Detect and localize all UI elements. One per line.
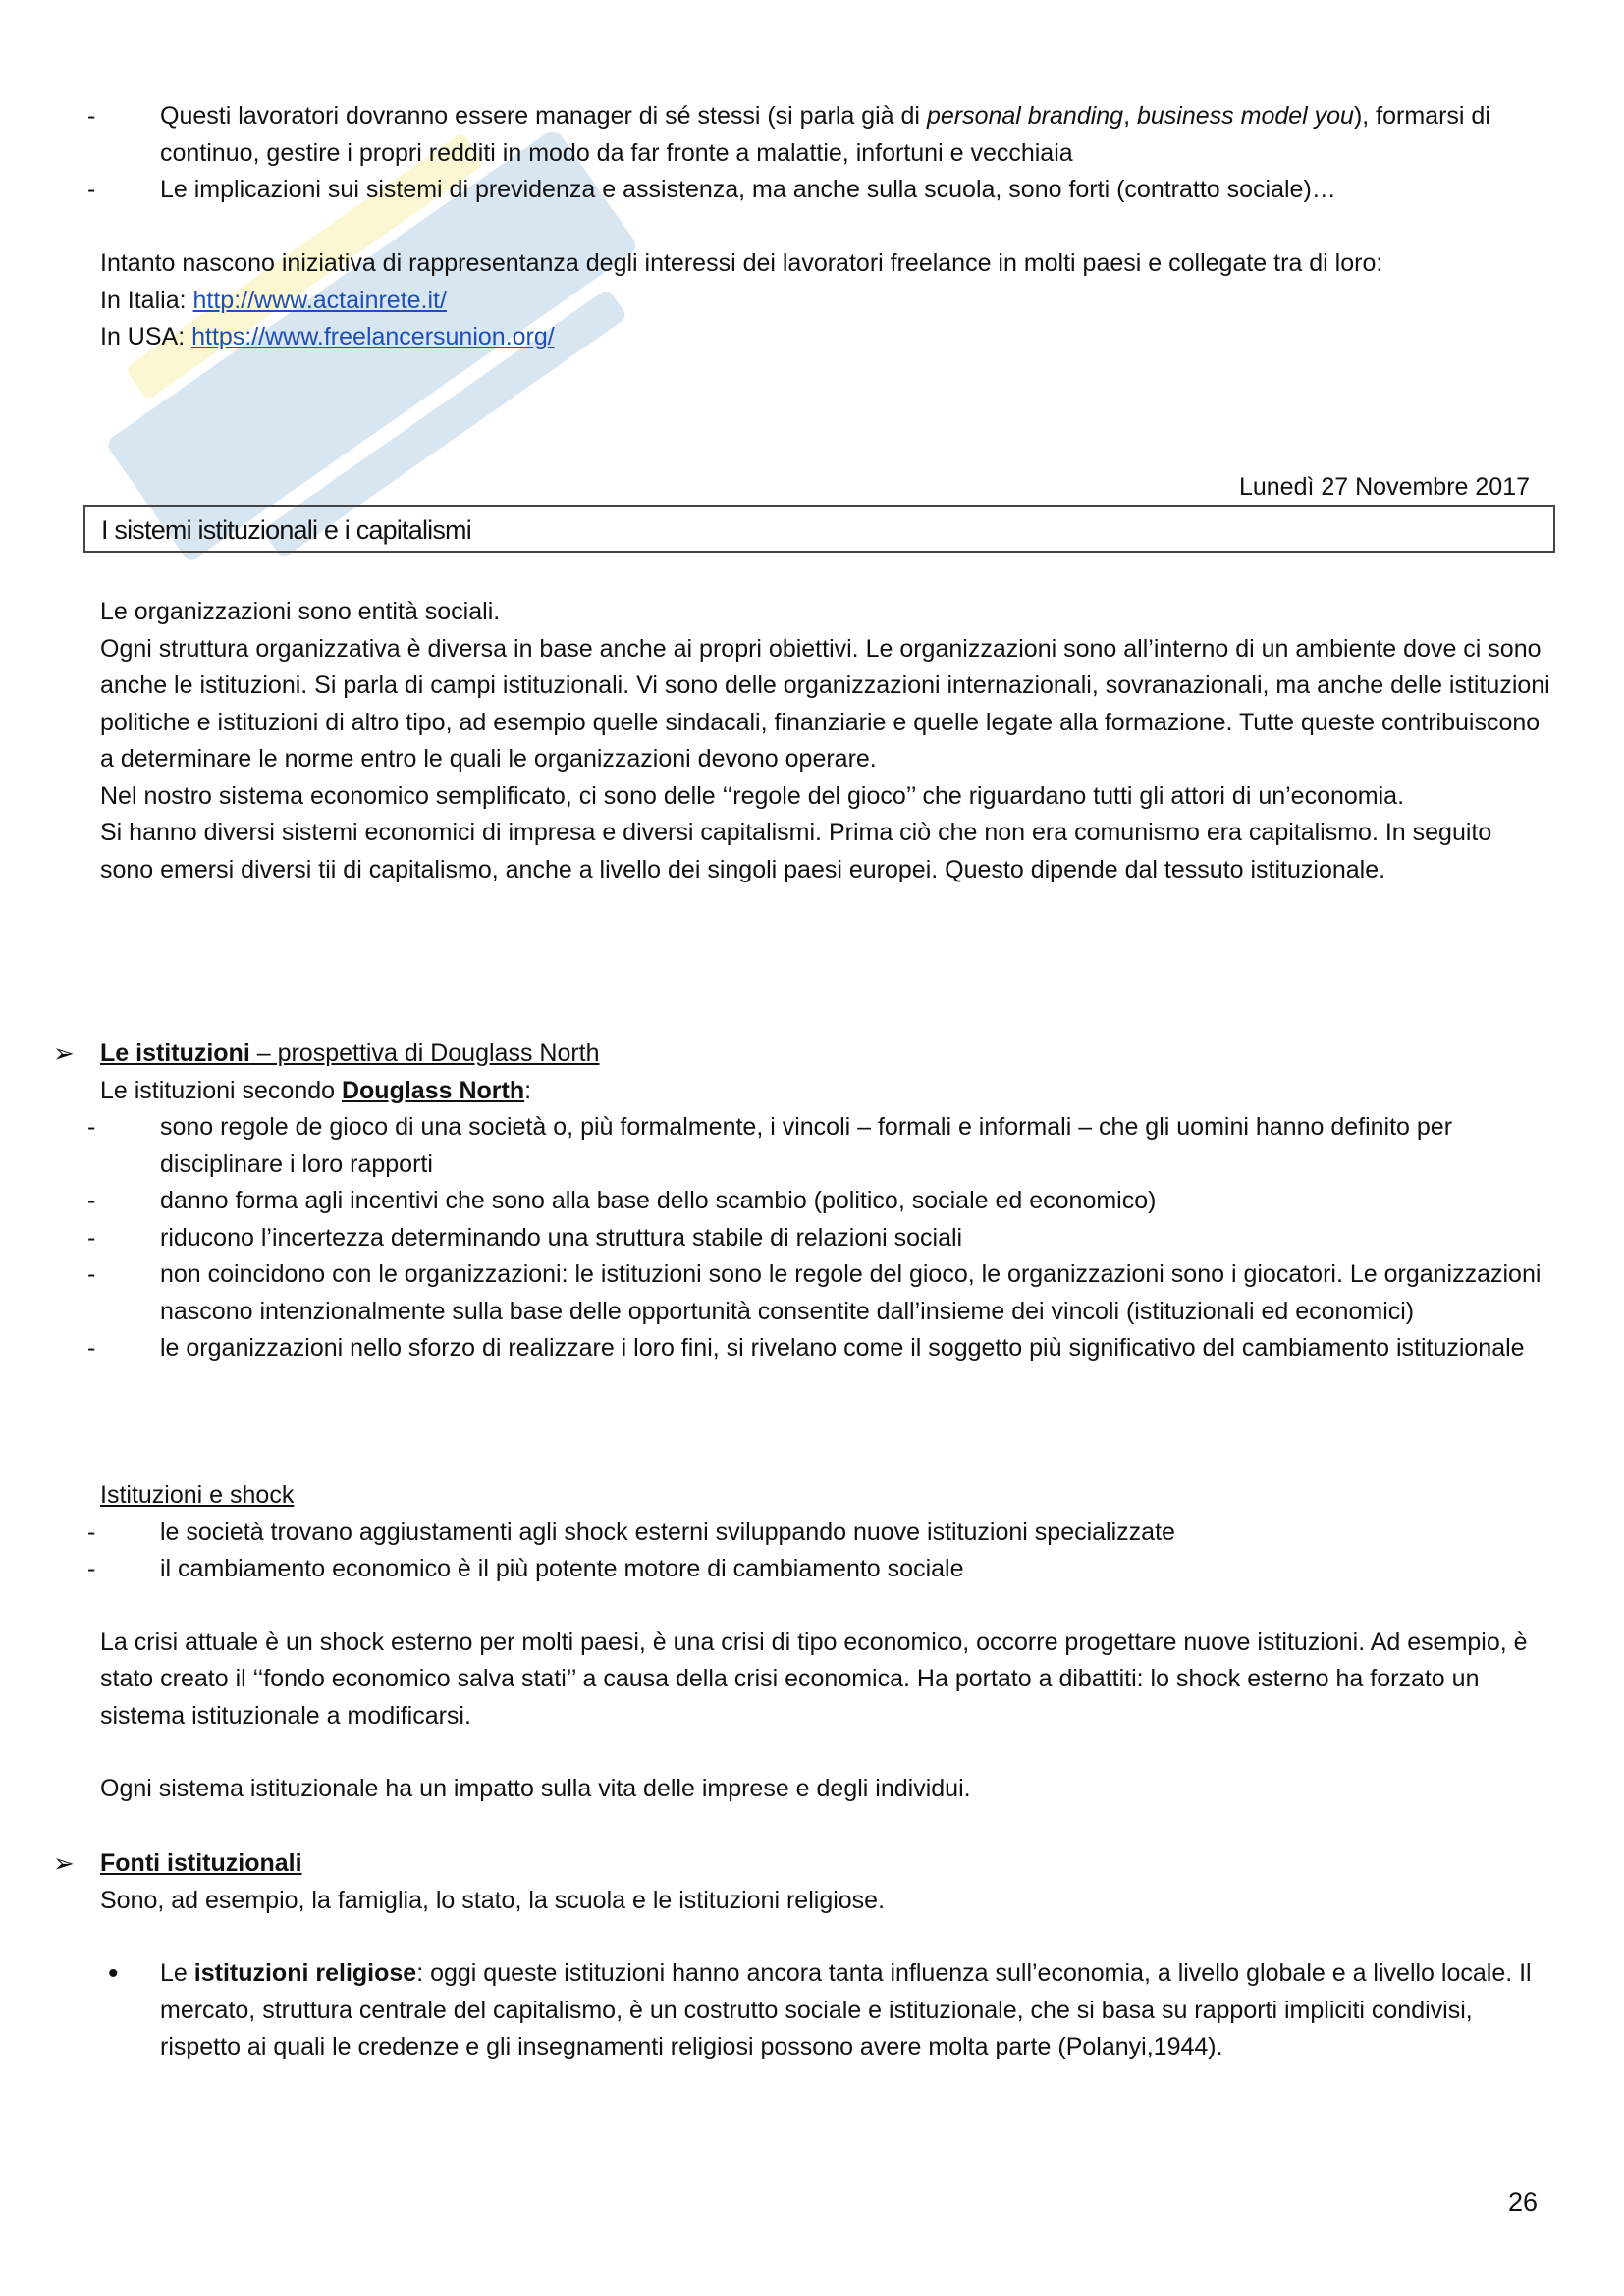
paragraph: Le organizzazioni sono entità sociali.: [100, 598, 501, 625]
section-title-box: [83, 505, 1555, 553]
list-item: - le organizzazioni nello sforzo di realizzare i loro fini, si rivelano come il soggetto più significativo del cambiamento istituzionale: [100, 1330, 1551, 1367]
fonti-section: [53, 1845, 1551, 2066]
fonti-heading: ➢ Fonti istituzionali: [100, 1845, 1551, 1883]
list-item: - le società trovano aggiustamenti agli shock esterni sviluppando nuove istituzioni specializzate: [100, 1515, 1551, 1552]
top-list-block: [100, 98, 1551, 209]
list-item: - sono regole de gioco di una società o, più formalmente, i vincoli – formali e informali – che gli uomini hanno definito per disciplinare i loro rapporti: [100, 1109, 1551, 1183]
italy-line: In Italia: http://www.actainrete.it/: [100, 286, 447, 314]
north-list: [100, 1109, 1551, 1367]
list-item: - riducono l’incertezza determinando una struttura stabile di relazioni sociali: [100, 1220, 1551, 1257]
paragraph: Si hanno diversi sistemi economici di impresa e diversi capitalismi. Prima ciò che non era comunismo era capitalismo. In seguito sono emersi diversi tii di capitalismo, anche a livello dei singoli paesi europei. Questo dipende dal tessuto istituzionale.: [100, 819, 1492, 883]
list-item: - non coincidono con le organizzazioni: le istituzioni sono le regole del gioco, le organizzazioni sono i giocatori. Le organizzazioni nascono intenzionalmente sulla base delle opportunità consentite dall’insieme dei vincoli (istituzionali ed economici): [100, 1256, 1551, 1330]
page-number: 26: [1507, 2187, 1538, 2216]
freelancersunion-link[interactable]: https://www.freelancersunion.org/: [191, 323, 555, 350]
shock-list: [100, 1515, 1551, 1588]
actainrete-link[interactable]: http://www.actainrete.it/: [192, 286, 447, 314]
section-title: I sistemi istituzionali e i capitalismi: [101, 515, 471, 545]
paragraph: La crisi attuale è un shock esterno per molti paesi, è una crisi di tipo economico, occorre progettare nuove istituzioni. Ad esempio, è stato creato il ‘‘fondo economico salva stati’’ a causa della crisi economica. Ha portato a dibattiti: lo shock esterno ha forzato un sistema istituzionale a modificarsi.: [100, 1628, 1528, 1730]
arrow-bullet-icon: ➢: [53, 1039, 75, 1068]
paragraph: Nel nostro sistema economico semplificato, ci sono delle ‘‘regole del gioco’’ che riguardano tutti gli attori di un’economia.: [100, 781, 1405, 810]
lecture-date: Lunedì 27 Novembre 2017: [1238, 473, 1530, 501]
freelance-block: [100, 245, 1551, 356]
fonti-bullet: • Le istituzioni religiose: oggi queste istituzioni hanno ancora tanta influenza sull’economia, a livello globale e a livello locale. Il mercato, struttura centrale del capitalismo, è un costrutto sociale e istituzionale, che si basa su rapporti impliciti condivisi, rispetto ai quali le credenze e gli insegnamenti religiosi possono avere molta parte (Polanyi,1944).: [100, 1955, 1551, 2066]
shock-heading: Istituzioni e shock: [100, 1481, 295, 1509]
list-item: - danno forma agli incentivi che sono alla base dello scambio (politico, sociale ed economico): [100, 1183, 1551, 1220]
shock-section: [100, 1477, 1551, 1808]
north-heading: ➢ Le istituzioni – prospettiva di Douglass North: [100, 1036, 1551, 1073]
top-list: [100, 98, 1551, 209]
intro-paragraphs: [100, 594, 1551, 888]
paragraph: Ogni struttura organizzativa è diversa in base anche ai propri obiettivi. Le organizzazioni sono all’interno di un ambiente dove ci sono anche le istituzioni. Si parla di campi istituzionali. Vi sono delle organizzazioni internazionali, sovranazionali, ma anche delle istituzioni politiche e istituzioni di altro tipo, ad esempio quelle sindacali, finanziarie e quelle legate alla formazione. Tutte queste contribuiscono a determinare le norme entro le quali le organizzazioni devono operare.: [100, 634, 1550, 773]
fonti-intro: Sono, ad esempio, la famiglia, lo stato, la scuola e le istituzioni religiose.: [100, 1886, 886, 1914]
north-section: [53, 1036, 1551, 1367]
list-item: - Questi lavoratori dovranno essere manager di sé stessi (si parla già di personal branding, business model you), formarsi di continuo, gestire i propri redditi in modo da far fronte a malattie, infortuni e vecchiaia: [100, 98, 1551, 172]
freelance-intro: Intanto nascono iniziativa di rappresentanza degli interessi dei lavoratori freelance in molti paesi e collegate tra di loro:: [100, 249, 1383, 277]
list-item: - Le implicazioni sui sistemi di previdenza e assistenza, ma anche sulla scuola, sono forti (contratto sociale)…: [100, 172, 1551, 209]
list-item: - il cambiamento economico è il più potente motore di cambiamento sociale: [100, 1551, 1551, 1588]
arrow-bullet-icon: ➢: [53, 1848, 75, 1878]
north-lead: Le istituzioni secondo Douglass North:: [100, 1076, 532, 1104]
usa-line: In USA: https://www.freelancersunion.org/: [100, 323, 555, 350]
paragraph: Ogni sistema istituzionale ha un impatto sulla vita delle imprese e degli individui.: [100, 1775, 971, 1802]
